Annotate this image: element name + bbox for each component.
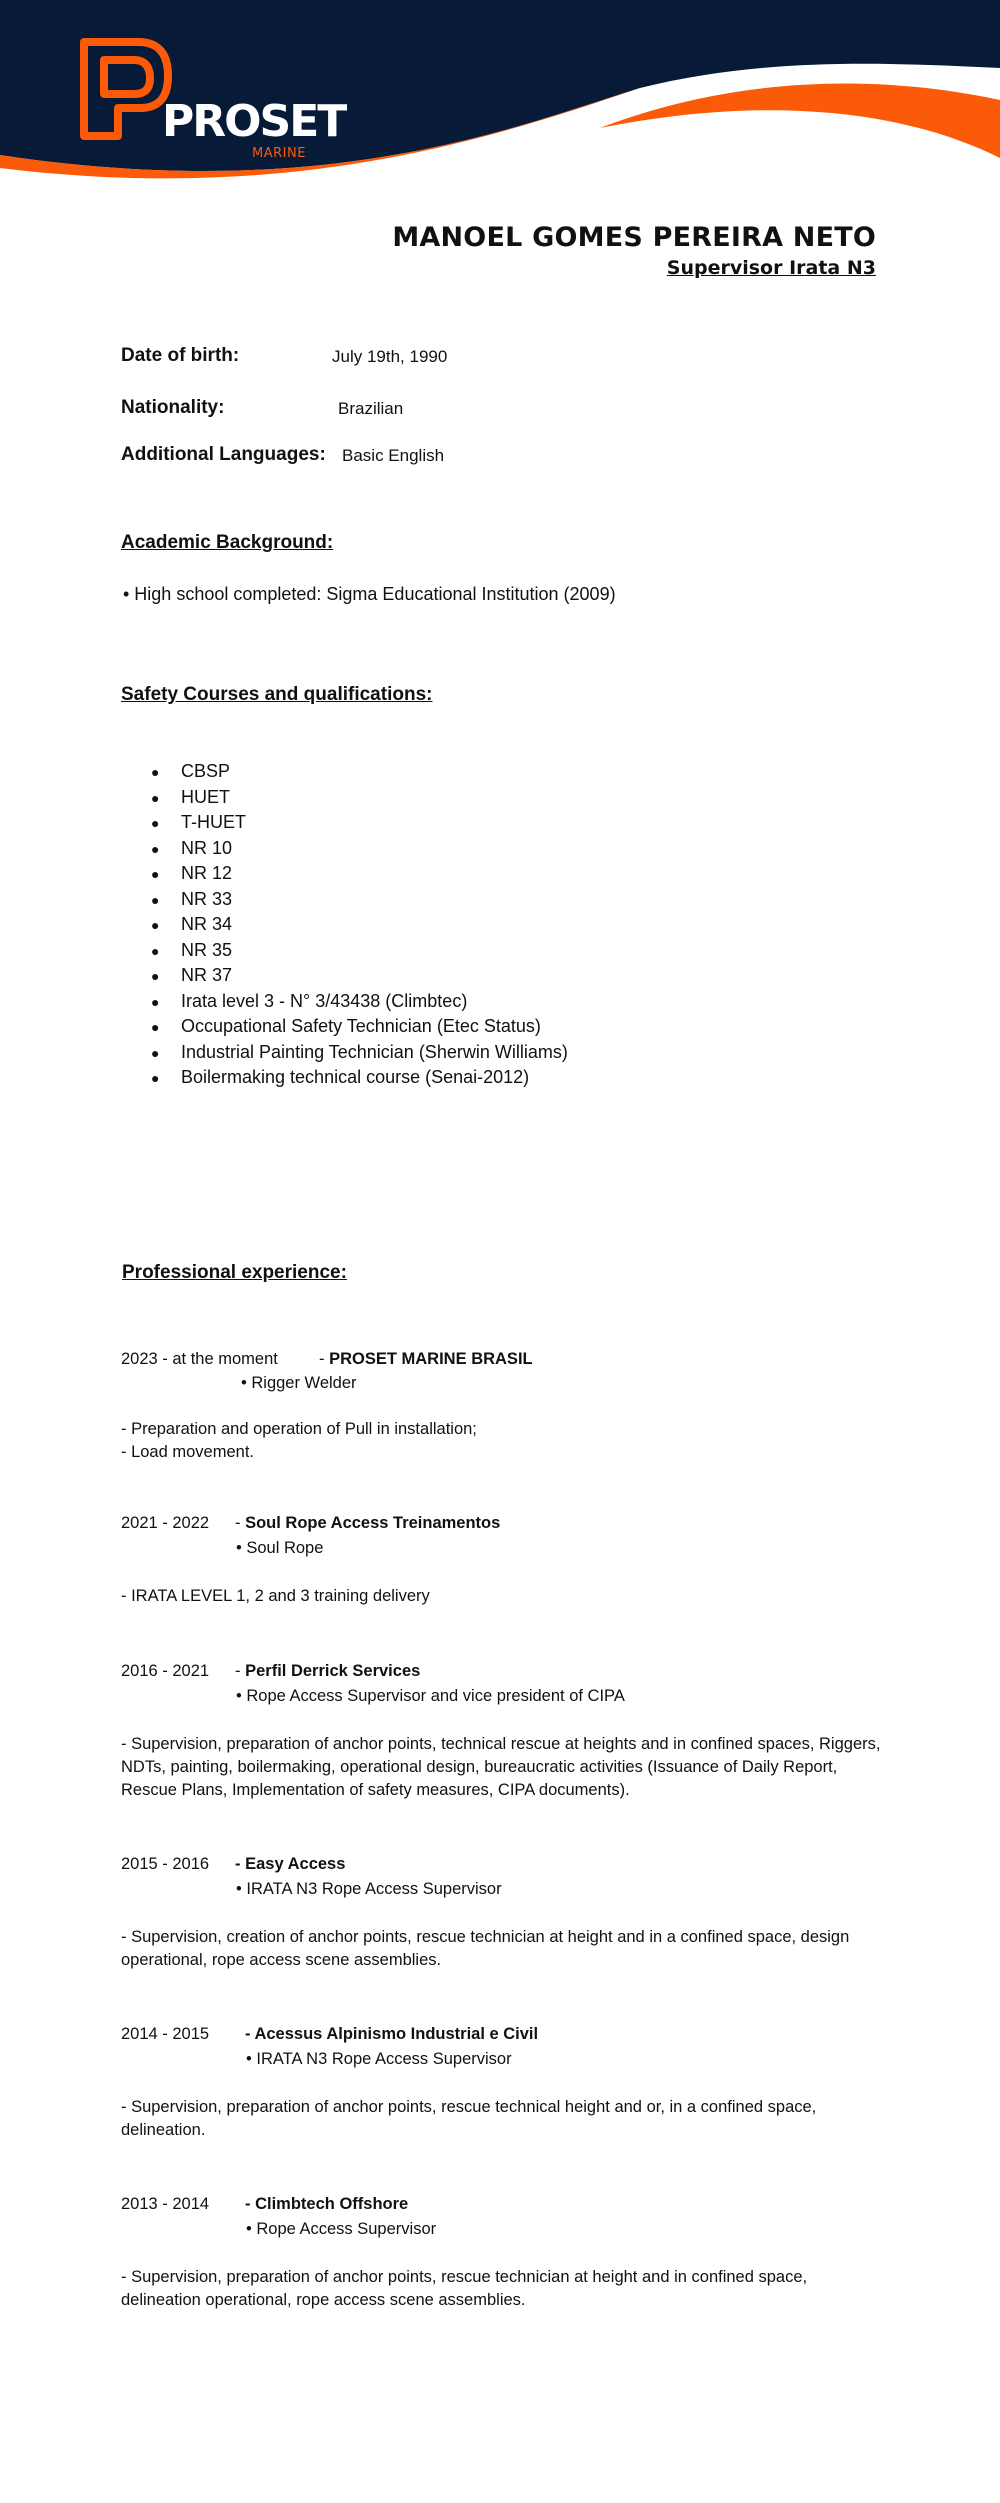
job-description: - Supervision, preparation of anchor points, rescue technical height and or, in a confined space, delineation. bbox=[121, 2098, 817, 2139]
academic-item: • High school completed: Sigma Educational Institution (2009) bbox=[123, 584, 616, 604]
list-item: ● T-HUET bbox=[151, 812, 246, 832]
safety-list bbox=[151, 759, 568, 1091]
job-role: • Soul Rope bbox=[236, 1539, 324, 1557]
list-item: ● NR 33 bbox=[151, 888, 233, 909]
job-description: - IRATA LEVEL 1, 2 and 3 training delivery bbox=[121, 1587, 430, 1605]
list-item: ● HUET bbox=[151, 786, 230, 807]
job-company: - Soul Rope Access Treinamentos bbox=[235, 1514, 501, 1532]
job-description: - Supervision, preparation of anchor points, technical rescue at heights and in confined spaces, Riggers, NDTs, painting, boilermaking, operational design, bureaucratic activities (Issuance of Daily Report, Rescue Plans, Implementation of safety measures, CIPA documents). bbox=[121, 1735, 881, 1799]
job-period: 2015 - 2016 bbox=[121, 1855, 210, 1873]
job-period: 2013 - 2014 bbox=[121, 2195, 210, 2213]
dob-value: July 19th, 1990 bbox=[332, 347, 448, 366]
list-item: ● NR 35 bbox=[151, 939, 233, 960]
list-item: ● Occupational Safety Technician (Etec Status) bbox=[151, 1016, 541, 1036]
logo-subtext: MARINE bbox=[252, 146, 306, 161]
list-item: ● Irata level 3 - N° 3/43438 (Climbtec) bbox=[151, 990, 468, 1011]
list-item: ● NR 37 bbox=[151, 965, 233, 985]
job-role: • IRATA N3 Rope Access Supervisor bbox=[246, 2050, 512, 2068]
job-company: - Perfil Derrick Services bbox=[235, 1662, 421, 1680]
job-description: - Supervision, creation of anchor points, rescue technician at height and in a confined space, design operational, rope access scene assemblies. bbox=[121, 1928, 850, 1969]
candidate-title: Supervisor Irata N3 bbox=[666, 257, 876, 279]
logo-text: PROSET bbox=[162, 96, 346, 147]
candidate-header bbox=[392, 222, 876, 279]
nationality-label: Nationality: bbox=[121, 397, 225, 418]
job-period: 2023 - at the moment bbox=[121, 1350, 278, 1368]
nationality-value: Brazilian bbox=[338, 399, 404, 418]
list-item: ● NR 12 bbox=[151, 863, 233, 883]
job-period: 2016 - 2021 bbox=[121, 1662, 210, 1680]
list-item: ● NR 10 bbox=[151, 837, 233, 858]
job-description: - Supervision, preparation of anchor points, rescue technician at height and in confined space, delineation operational, rope access scene assemblies. bbox=[121, 2268, 808, 2309]
job-company: - Acessus Alpinismo Industrial e Civil bbox=[245, 2025, 539, 2043]
job-role: • Rigger Welder bbox=[241, 1374, 357, 1392]
job-company: - Easy Access bbox=[235, 1855, 346, 1873]
dob-label: Date of birth: bbox=[121, 345, 240, 366]
header-banner bbox=[0, 0, 1000, 210]
languages-label: Additional Languages: bbox=[121, 444, 326, 465]
job-role: • IRATA N3 Rope Access Supervisor bbox=[236, 1880, 502, 1898]
list-item: ● NR 34 bbox=[151, 914, 233, 934]
job-company: - PROSET MARINE BRASIL bbox=[319, 1350, 533, 1368]
orange-swoosh-upper bbox=[600, 84, 1000, 158]
list-item: ● CBSP bbox=[151, 761, 231, 781]
job-role: • Rope Access Supervisor bbox=[246, 2220, 437, 2238]
academic-title: Academic Background: bbox=[121, 532, 334, 553]
list-item: ● Industrial Painting Technician (Sherwin Williams) bbox=[151, 1041, 568, 1062]
job-period: 2021 - 2022 bbox=[121, 1514, 210, 1532]
experience-title: Professional experience: bbox=[122, 1262, 347, 1283]
job-company: - Climbtech Offshore bbox=[245, 2195, 409, 2213]
safety-title: Safety Courses and qualifications: bbox=[121, 684, 433, 705]
job-description: - Preparation and operation of Pull in installation; - Load movement. bbox=[121, 1420, 477, 1461]
job-period: 2014 - 2015 bbox=[121, 2025, 210, 2043]
languages-value: Basic English bbox=[342, 446, 445, 465]
job-role: • Rope Access Supervisor and vice president of CIPA bbox=[236, 1687, 625, 1705]
candidate-name: MANOEL GOMES PEREIRA NETO bbox=[392, 222, 876, 253]
list-item: ● Boilermaking technical course (Senai-2012) bbox=[151, 1067, 530, 1087]
